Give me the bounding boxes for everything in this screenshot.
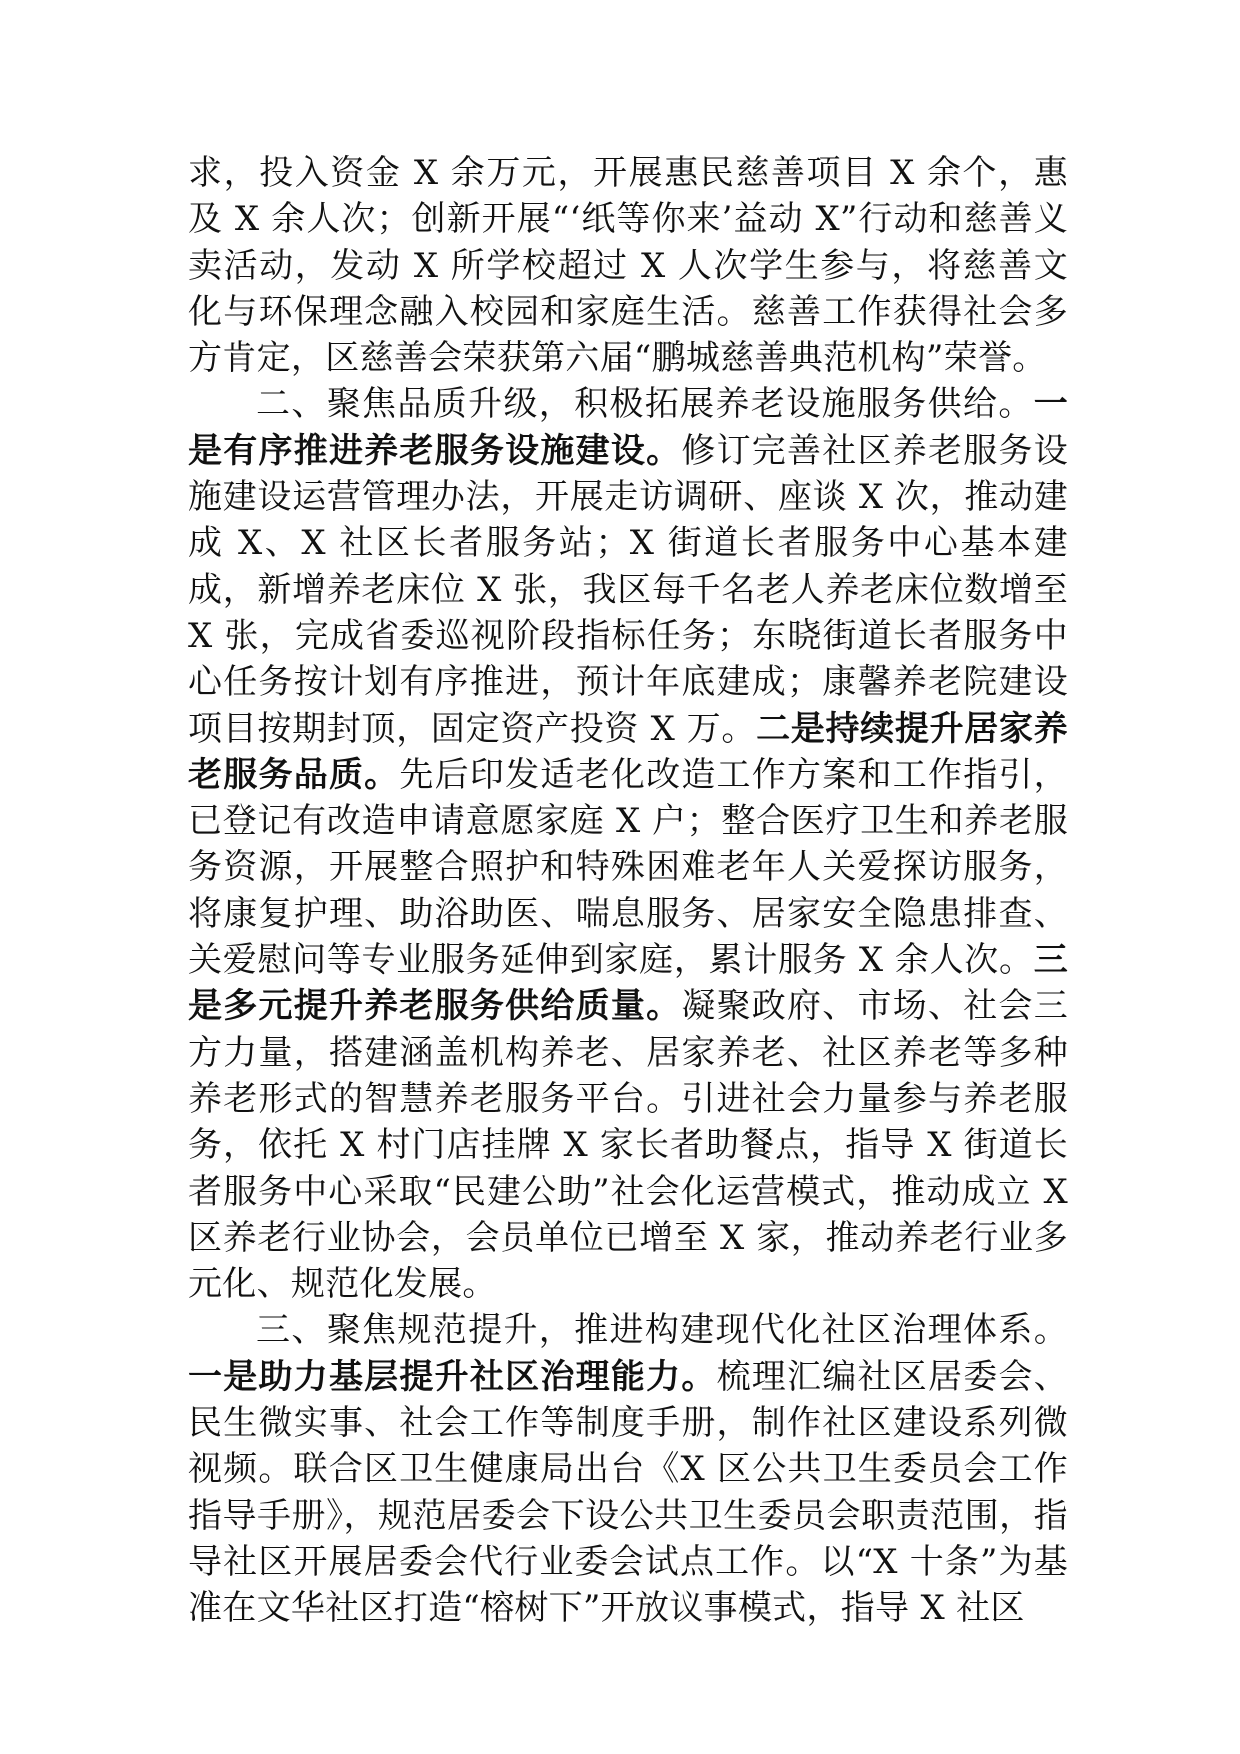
bold-point: 二是持续提升居家养老服务品质。 [188,708,1068,795]
section-heading: 二、聚焦品质升级，积极拓展养老设施服务供给。 [256,384,1034,425]
paragraph-charity-summary [188,150,1068,381]
bold-point: 一是助力基层提升社区治理能力。 [188,1356,717,1397]
paragraph-text: 梳理汇编社区居委会、民生微实事、社会工作等制度手册，制作社区建设系列微视频。联合区卫生健康局出台《X 区公共卫生委员会工作指导手册》，规范居委会下设公共卫生委员会职责范围，指导社区开展居委会代行业委会试点工作。以“X 十条”为基准在文华社区打造“榕树下”开放议事模式，指导 X 社区 [188,1356,1068,1629]
paragraph-community-governance [188,1307,1068,1631]
paragraph-text: 先后印发适老化改造工作方案和工作指引，已登记有改造申请意愿家庭 X 户；整合医疗卫生和养老服务资源，开展整合照护和特殊困难老年人关爱探访服务，将康复护理、助浴助医、喘息服务、居家安全隐患排查、关爱慰问等专业服务延伸到家庭，累计服务 X 余人次。 [188,754,1068,981]
document-body [188,150,1068,1632]
bold-point: 一是有序推进养老服务设施建设。 [188,384,1068,471]
paragraph-text: 修订完善社区养老服务设施建设运营管理办法，开展走访调研、座谈 X 次，推动建成 X、X 社区长者服务站；X 街道长者服务中心基本建成，新增养老床位 X 张，我区每千名老人养老床位数增至 X 张，完成省委巡视阶段指标任务；东晓街道长者服务中心任务按计划有序推进，预计年底建成；康馨养老院建设项目按期封顶，固定资产投资 X 万。 [188,430,1068,749]
paragraph-text: 求，投入资金 X 余万元，开展惠民慈善项目 X 余个，惠及 X 余人次；创新开展“‘纸等你来’益动 X”行动和慈善义卖活动，发动 X 所学校超过 X 人次学生参与，将慈善文化与环保理念融入校园和家庭生活。慈善工作获得社会多方肯定，区慈善会荣获第六届“鹏城慈善典范机构”荣誉。 [188,153,1068,379]
paragraph-text: 凝聚政府、市场、社会三方力量，搭建涵盖机构养老、居家养老、社区养老等多种养老形式的智慧养老服务平台。引进社会力量参与养老服务，依托 X 村门店挂牌 X 家长者助餐点，指导 X 街道长者服务中心采取“民建公助”社会化运营模式，推动成立 X 区养老行业协会，会员单位已增至 X 家，推动养老行业多元化、规范化发展。 [188,986,1068,1305]
paragraph-elderly-care [188,381,1068,1307]
bold-point: 三是多元提升养老服务供给质量。 [188,940,1068,1027]
section-heading: 三、聚焦规范提升，推进构建现代化社区治理体系。 [256,1310,1068,1351]
